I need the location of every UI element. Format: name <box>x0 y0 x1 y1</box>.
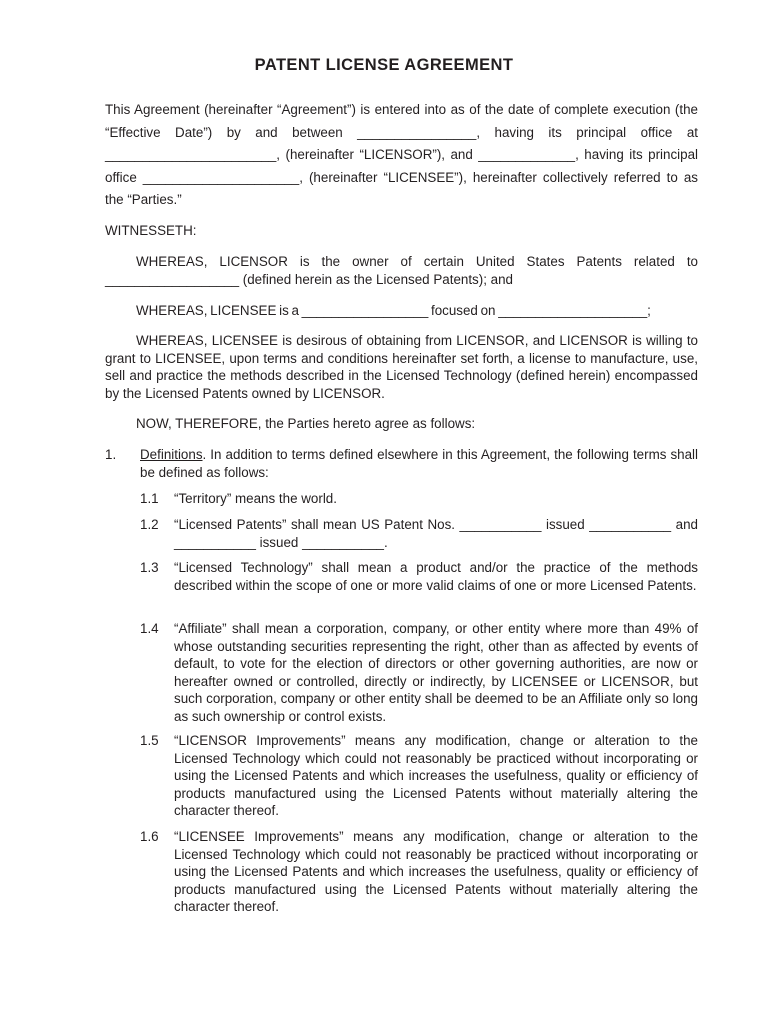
definition-text: “LICENSOR Improvements” means any modification, change or alteration to the Licensed Technology which could not reasonably be practiced without incorporating or using the Licensed Patents and which increases the usefulness, quality or efficiency of products manufactured using the Licensed Patents without materially altering the character thereof. <box>174 733 698 819</box>
document-title: PATENT LICENSE AGREEMENT <box>254 56 514 74</box>
section-1-text: . In addition to terms defined elsewhere in this Agreement, the following terms shall be defined as follows: <box>140 447 698 480</box>
whereas-paragraph-2: WHEREAS, LICENSEE is a _________________ focused on ____________________; <box>136 303 651 318</box>
definition-text: “Affiliate” shall mean a corporation, company, or other entity where more than 49% of whose outstanding securities representing the right, other than as affected by events of default, to vote for the election of directors or other governing authorities, are now or hereafter owned or controlled, directly or indirectly, by LICENSEE or LICENSOR, but such corporation, company or other entity shall be deemed to be an Affiliate only so long as such ownership or control exists. <box>174 621 698 724</box>
definition-number: 1.6 <box>140 829 159 844</box>
whereas-paragraph-1: WHEREAS, LICENSOR is the owner of certain United States Patents related to __________________ (defined herein as the Licensed Patents); and <box>105 254 698 287</box>
definition-number: 1.5 <box>140 733 159 748</box>
section-heading-definitions: Definitions <box>140 447 203 462</box>
definition-text: “Licensed Technology” shall mean a product and/or the practice of the methods described within the scope of one or more valid claims of one or more Licensed Patents. <box>174 560 698 593</box>
intro-paragraph: This Agreement (hereinafter “Agreement”) is entered into as of the date of complete execution (the “Effective Date”) by and between ________________, having its principal office at _______________________, (hereinafter “LICENSOR”), and _____________, having its principal office _____________________, (hereinafter “LICENSEE”), hereinafter collectively referred to as the “Parties.” <box>105 102 698 208</box>
now-therefore-paragraph: NOW, THEREFORE, the Parties hereto agree as follows: <box>136 416 476 431</box>
witnesseth-heading: WITNESSETH: <box>105 223 197 238</box>
definition-text: “LICENSEE Improvements” means any modification, change or alteration to the Licensed Technology which could not reasonably be practiced without incorporating or using the Licensed Patents and which increases the usefulness, quality or efficiency of products manufactured using the Licensed Patents without materially altering the character thereof. <box>174 829 698 915</box>
section-1-body <box>140 446 698 481</box>
whereas-paragraph-3: WHEREAS, LICENSEE is desirous of obtaining from LICENSOR, and LICENSOR is willing to grant to LICENSEE, upon terms and conditions hereinafter set forth, a license to manufacture, use, sell and practice the methods described in the Licensed Technology (defined herein) encompassed by the Licensed Patents owned by LICENSOR. <box>105 333 698 401</box>
definition-text: “Territory” means the world. <box>174 491 337 506</box>
section-number: 1. <box>105 447 117 462</box>
definition-number: 1.2 <box>140 517 159 532</box>
definition-text: “Licensed Patents” shall mean US Patent Nos. ___________ issued ___________ and ___________ issued ___________. <box>174 517 698 550</box>
definition-number: 1.3 <box>140 560 159 575</box>
definition-number: 1.1 <box>140 491 159 506</box>
definition-number: 1.4 <box>140 621 159 636</box>
